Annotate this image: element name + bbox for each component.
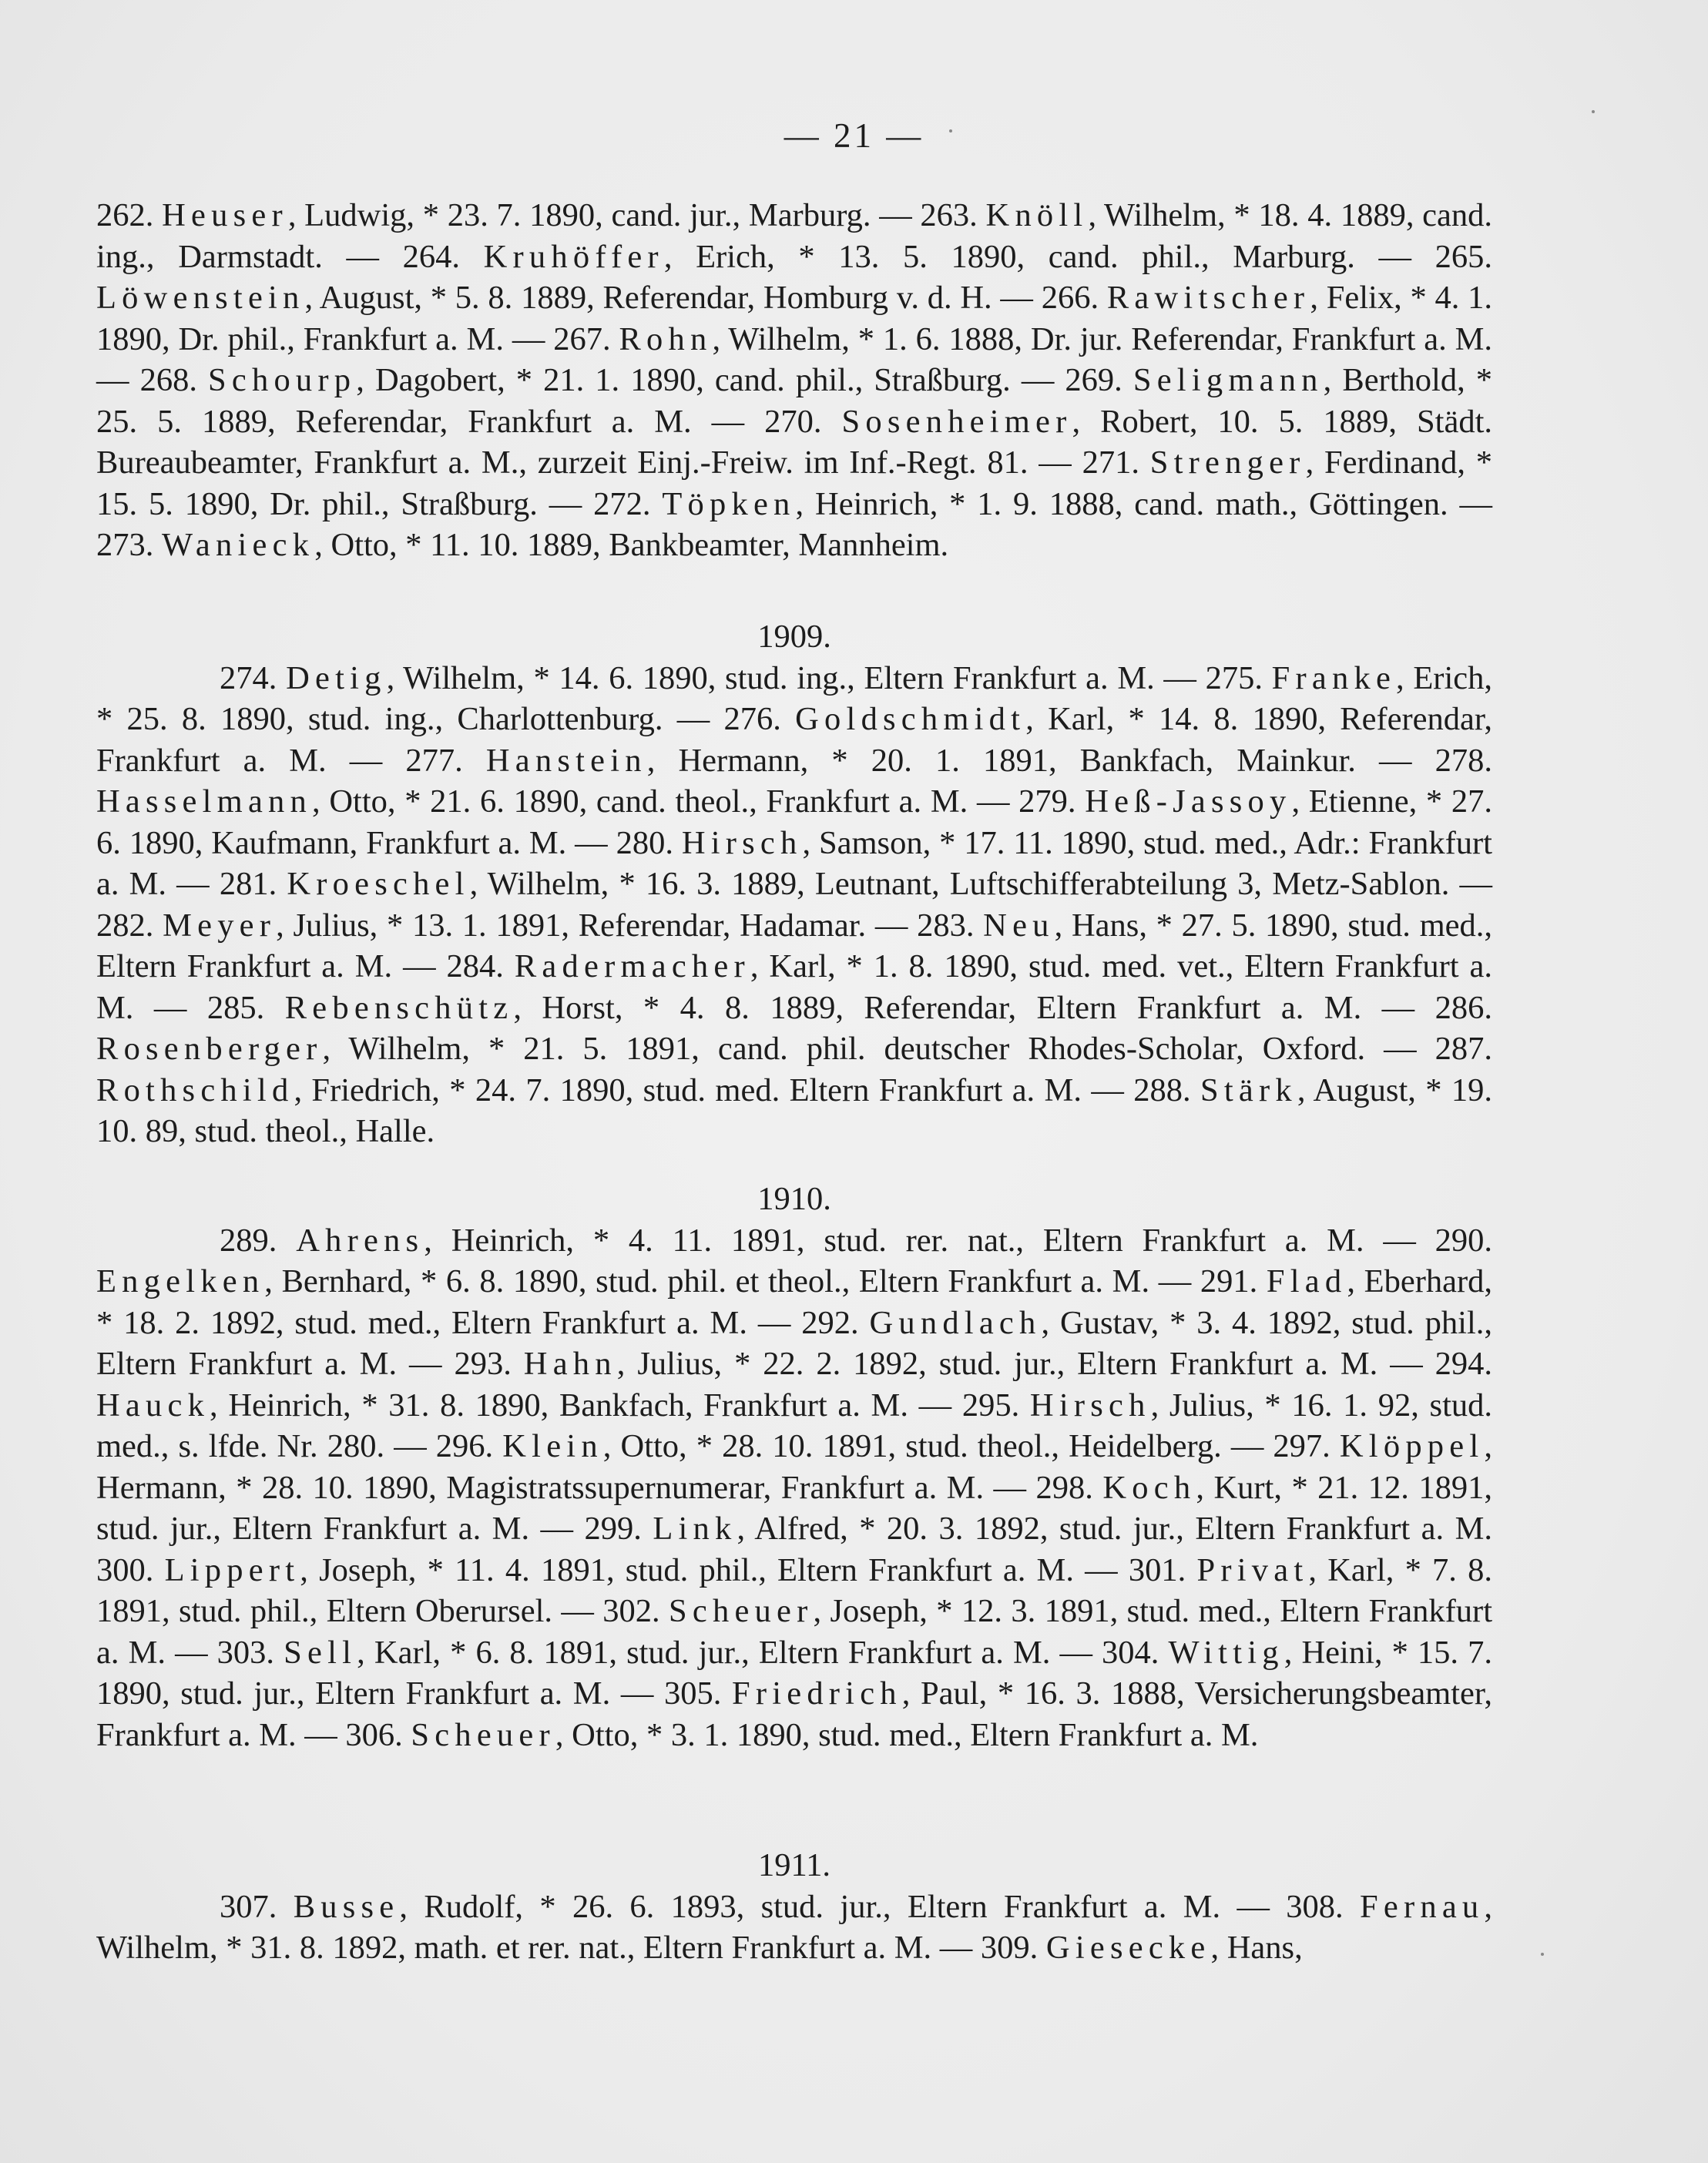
entries-paragraph <box>96 1220 1492 1756</box>
year-heading: 1909. <box>757 619 831 655</box>
entry-surname: Sosenheimer <box>841 403 1072 440</box>
entry-details: , Wilhelm, * 1. 6. 1888, Dr. jur. Referendar, Frankfurt a. M. — <box>96 320 1492 398</box>
entry-surname: Franke <box>1271 659 1397 696</box>
entries-paragraph <box>96 1886 1492 1969</box>
entry-surname: Hanstein <box>485 742 647 779</box>
entry-details: , Dagobert, * 21. 1. 1890, cand. phil., Straßburg. — <box>356 362 1065 398</box>
entry-details: , Karl, * 14. 8. 1890, Referendar, Frankfurt a. M. — <box>96 701 1492 779</box>
entry-details: , Joseph, * 12. 3. 1891, stud. med., Eltern Frankfurt a. M. — <box>96 1593 1492 1671</box>
list-item <box>96 197 920 233</box>
entry-details: , Samson, * 17. 11. 1890, stud. med., Adr.: Frankfurt a. M. — <box>96 824 1492 902</box>
entry-number: 264. <box>402 238 484 275</box>
entry-number: 297. <box>1273 1428 1340 1464</box>
entry-number: 270. <box>764 403 842 440</box>
entry-surname: Rawitscher <box>1106 280 1310 316</box>
entry-number: 285. <box>206 989 285 1026</box>
entry-surname: Hahn <box>523 1346 617 1382</box>
entry-surname: Klein <box>502 1428 603 1464</box>
entry-number: 291. <box>1200 1263 1267 1299</box>
entry-number: 266. <box>1041 280 1107 316</box>
entry-number: 302. <box>602 1593 669 1629</box>
entry-number: 269. <box>1065 362 1133 398</box>
list-item <box>403 239 1435 275</box>
entry-number: 290. <box>1435 1222 1493 1259</box>
entry-surname: Giesecke <box>1045 1930 1211 1966</box>
list-item <box>96 907 917 944</box>
entry-number: 292. <box>801 1304 870 1341</box>
entry-surname: Schourp <box>208 362 357 398</box>
entry-details: , Hermann, * 20. 1. 1891, Bankfach, Mainkur. — <box>646 742 1435 779</box>
entry-surname: Löwenstein <box>96 280 305 316</box>
entry-number: 303. <box>216 1634 284 1671</box>
entry-number: 280. <box>616 824 682 861</box>
entry-details: , Otto, * 3. 1. 1890, stud. med., Eltern Frankfurt a. M. <box>555 1716 1259 1753</box>
entry-number: 294. <box>1435 1346 1493 1382</box>
entry-surname: Hirsch <box>681 824 803 861</box>
entry-details: , Paul, * 16. 3. 1888, Versicherungsbeamter, Frankfurt a. M. — <box>96 1675 1492 1753</box>
entry-details: , Ludwig, * 23. 7. 1890, cand. jur., Marburg. — <box>287 197 921 233</box>
entry-surname: Flad <box>1266 1263 1347 1299</box>
entry-number: 308. <box>1286 1888 1361 1925</box>
entry-details: , Wilhelm, * 18. 4. 1889, cand. ing., Darmstadt. — <box>96 197 1493 275</box>
entry-details: , Eberhard, * 18. 2. 1892, stud. med., Eltern Frankfurt a. M. — <box>96 1263 1492 1341</box>
entry-details: , Felix, * 4. 1. 1890, Dr. phil., Frankfurt a. M. — <box>96 280 1492 357</box>
entry-list-1909 <box>96 616 1492 1152</box>
entry-number: 293. <box>454 1346 524 1382</box>
entry-details: , Wilhelm, * 31. 8. 1892, math. et rer. nat., Eltern Frankfurt a. M. — <box>96 1888 1493 1966</box>
entry-details: , Berthold, * 25. 5. 1889, Referendar, Frankfurt a. M. — <box>96 362 1493 440</box>
entry-number: 277. <box>405 742 486 779</box>
entry-surname: Kroeschel <box>287 866 470 902</box>
entry-number: 272. <box>593 485 663 522</box>
entry-details: , Karl, * 1. 8. 1890, stud. med. vet., Eltern Frankfurt a. M. — <box>96 948 1492 1026</box>
entry-surname: Link <box>653 1511 737 1547</box>
entry-surname: Rothschild <box>96 1071 294 1108</box>
entry-surname: Neu <box>983 907 1055 944</box>
entry-surname: Scheuer <box>669 1593 814 1629</box>
entry-number: 262. <box>96 197 163 233</box>
entry-surname: Friedrich <box>731 1675 902 1712</box>
entries-paragraph <box>96 195 1492 566</box>
entry-details: , Otto, * 21. 6. 1890, cand. theol., Frankfurt a. M. — <box>311 783 1019 820</box>
entry-surname: Lippert <box>164 1551 300 1588</box>
entry-details: , Erich, * 13. 5. 1890, cand. phil., Marburg. — <box>663 238 1435 275</box>
entry-list-1911 <box>96 1845 1492 1969</box>
entry-details: , Heinrich, * 31. 8. 1890, Bankfach, Frankfurt a. M. — <box>210 1387 962 1424</box>
entry-surname: Koch <box>1102 1469 1196 1506</box>
entry-number: 268. <box>139 362 209 398</box>
entry-details: , Gustav, * 3. 4. 1892, stud. phil., Eltern Frankfurt a. M. — <box>96 1304 1493 1382</box>
year-heading: 1910. <box>757 1181 831 1217</box>
entry-surname: Wittig <box>1168 1634 1284 1671</box>
entry-number: 300. <box>96 1551 165 1588</box>
year-heading: 1911. <box>757 1847 831 1883</box>
entry-surname: Wanieck <box>162 527 315 563</box>
list-item <box>220 866 1492 902</box>
entry-surname: Rohn <box>619 320 713 357</box>
entry-list-1910 <box>96 1179 1492 1756</box>
entry-details: , Otto, * 28. 10. 1891, stud. theol., Heidelberg. — <box>602 1428 1273 1464</box>
list-item <box>345 1717 1258 1753</box>
entry-surname: Heuser <box>162 197 288 233</box>
entry-details: , Wilhelm, * 14. 6. 1890, stud. ing., Eltern Frankfurt a. M. — <box>386 659 1206 696</box>
entry-details: , Heinrich, * 1. 9. 1888, cand. math., Göttingen. — <box>795 485 1493 522</box>
entry-details: , Friedrich, * 24. 7. 1890, stud. med. Eltern Frankfurt a. M. — <box>294 1071 1134 1108</box>
entry-number: 301. <box>1128 1551 1197 1588</box>
entry-number: 274. <box>220 659 287 696</box>
list-item <box>585 1511 1493 1547</box>
page-number: — 21 — <box>784 116 924 155</box>
entry-surname: Hasselmann <box>96 783 312 820</box>
entry-number: 263. <box>920 197 986 233</box>
entry-number: 271. <box>1082 444 1150 481</box>
list-item <box>981 1930 1303 1966</box>
entry-number: 304. <box>1102 1634 1169 1671</box>
entry-surname: Radermacher <box>514 948 750 984</box>
entry-number: 286. <box>1435 989 1492 1026</box>
scan-speck <box>949 129 952 132</box>
list-item <box>405 743 1435 779</box>
entry-number: 289. <box>220 1222 297 1259</box>
entry-number: 275. <box>1205 659 1272 696</box>
entry-details: , Karl, * 7. 8. 1891, stud. phil., Eltern Oberursel. — <box>96 1551 1493 1629</box>
entry-number: 273. <box>96 527 162 563</box>
list-item <box>207 990 1435 1026</box>
entry-surname: Scheuer <box>411 1716 555 1753</box>
entry-number: 282. <box>96 907 163 944</box>
entry-number: 279. <box>1018 783 1086 820</box>
list-item <box>96 1552 1129 1588</box>
entry-details: , Ferdinand, * 15. 5. 1890, Dr. phil., Straßburg. — <box>96 444 1493 522</box>
list-item <box>96 527 948 563</box>
entry-surname: Klöppel <box>1339 1428 1485 1464</box>
entry-details: , Julius, * 13. 1. 1891, Referendar, Hadamar. — <box>276 907 918 944</box>
entry-number: 284. <box>446 948 515 984</box>
entry-details: , Erich, * 25. 8. 1890, stud. ing., Charlottenburg. — <box>96 659 1493 737</box>
entry-details: , Wilhelm, * 16. 3. 1889, Leutnant, Luftschifferabteilung 3, Metz-Sablon. — <box>469 866 1493 902</box>
entry-surname: Goldschmidt <box>795 701 1026 737</box>
entry-surname: Privat <box>1196 1551 1309 1588</box>
entry-surname: Stärk <box>1200 1071 1297 1108</box>
entry-number: 305. <box>663 1675 732 1712</box>
list-item <box>454 1346 1435 1382</box>
entry-number: 287. <box>1435 1031 1492 1067</box>
entry-number: 283. <box>917 907 984 944</box>
entry-details: , Hans, * 27. 5. 1890, stud. med., Eltern Frankfurt a. M. — <box>96 907 1493 984</box>
entry-surname: Rosenberger <box>96 1031 323 1067</box>
entry-surname: Fernau <box>1360 1888 1485 1925</box>
entry-surname: Seligmann <box>1133 362 1324 398</box>
entry-number: 307. <box>220 1888 294 1925</box>
entry-details: , Julius, * 22. 2. 1892, stud. jur., Eltern Frankfurt a. M. — <box>616 1346 1435 1382</box>
entry-number: 267. <box>553 320 619 357</box>
list-item <box>220 1889 1286 1925</box>
entry-list-intro <box>96 195 1492 566</box>
entry-details: , Bernhard, * 6. 8. 1890, stud. phil. et theol., Eltern Frankfurt a. M. — <box>264 1263 1200 1299</box>
list-item <box>436 1428 1273 1464</box>
entry-details: , August, * 5. 8. 1889, Referendar, Homburg v. d. H. — <box>304 280 1042 316</box>
entry-number: 281. <box>219 866 287 902</box>
entries-paragraph <box>96 658 1492 1152</box>
entry-details: , Etienne, * 27. 6. 1890, Kaufmann, Frankfurt a. M. — <box>96 783 1493 861</box>
entry-details: , August, * 19. 10. 89, stud. theol., Halle. <box>96 1071 1492 1149</box>
entry-surname: Kruhöffer <box>483 238 664 275</box>
entry-number: 288. <box>1133 1071 1200 1108</box>
entry-surname: Rebenschütz <box>284 989 514 1026</box>
entry-details: , Joseph, * 11. 4. 1891, stud. phil., Eltern Frankfurt a. M. — <box>300 1551 1129 1588</box>
entry-details: , Rudolf, * 26. 6. 1893, stud. jur., Eltern Frankfurt a. M. — <box>399 1888 1287 1925</box>
entry-details: , Hans, <box>1210 1930 1303 1966</box>
entry-number: 278. <box>1435 742 1493 779</box>
list-item <box>593 486 1492 522</box>
entry-details: , Julius, * 16. 1. 92, stud. med., s. lfde. Nr. 280. — <box>96 1387 1493 1464</box>
entry-number: 265. <box>1435 238 1492 275</box>
entry-details: , Heini, * 15. 7. 1890, stud. jur., Eltern Frankfurt a. M. — <box>96 1634 1493 1712</box>
entry-details: , Heinrich, * 4. 11. 1891, stud. rer. nat., Eltern Frankfurt a. M. — <box>424 1222 1435 1259</box>
entry-details: , Robert, 10. 5. 1889, Städt. Bureaubeamter, Frankfurt a. M., zurzeit Einj.-Freiw. im Inf.-Regt. 81. — <box>96 403 1493 481</box>
entry-surname: Heß-Jassoy <box>1085 783 1292 820</box>
entry-surname: Sell <box>284 1634 357 1671</box>
entry-number: 296. <box>435 1428 503 1464</box>
entry-surname: Ahrens <box>296 1222 424 1259</box>
entry-details: , Otto, * 11. 10. 1889, Bankbeamter, Mannheim. <box>314 527 949 563</box>
entry-surname: Knöll <box>985 197 1089 233</box>
scan-speck <box>1541 1953 1544 1956</box>
entry-details: , Wilhelm, * 21. 5. 1891, cand. phil. deutscher Rhodes-Scholar, Oxford. — <box>322 1031 1435 1067</box>
entry-number: 276. <box>723 701 796 737</box>
entry-surname: Strenger <box>1149 444 1306 481</box>
entry-number: 298. <box>1035 1469 1103 1506</box>
entry-surname: Busse <box>293 1888 400 1925</box>
entry-number: 295. <box>961 1387 1030 1424</box>
entry-surname: Hauck <box>96 1387 210 1424</box>
entry-surname: Töpken <box>662 485 796 522</box>
entry-surname: Hirsch <box>1029 1387 1151 1424</box>
list-item <box>220 660 1206 696</box>
entry-number: 306. <box>345 1716 411 1753</box>
entry-surname: Meyer <box>163 907 277 944</box>
list-item <box>140 362 1065 398</box>
entry-details: , Horst, * 4. 8. 1889, Referendar, Eltern Frankfurt a. M. — <box>513 989 1435 1026</box>
entry-details: , Alfred, * 20. 3. 1892, stud. jur., Eltern Frankfurt a. M. <box>737 1511 1492 1547</box>
entry-details: , Hermann, * 28. 10. 1890, Magistratssupernumerar, Frankfurt a. M. — <box>96 1428 1493 1506</box>
entry-number: 299. <box>584 1511 653 1547</box>
entry-surname: Gundlach <box>869 1304 1042 1341</box>
scan-speck <box>1592 110 1595 113</box>
entry-details: , Karl, * 6. 8. 1891, stud. jur., Eltern Frankfurt a. M. — <box>357 1634 1102 1671</box>
entry-details: , Kurt, * 21. 12. 1891, stud. jur., Eltern Frankfurt a. M. — <box>96 1469 1493 1547</box>
list-item <box>220 1222 1435 1259</box>
list-item <box>217 1635 1102 1671</box>
entry-surname: Detig <box>286 659 387 696</box>
entry-number: 309. <box>980 1930 1046 1966</box>
entry-surname: Engelken <box>96 1263 265 1299</box>
